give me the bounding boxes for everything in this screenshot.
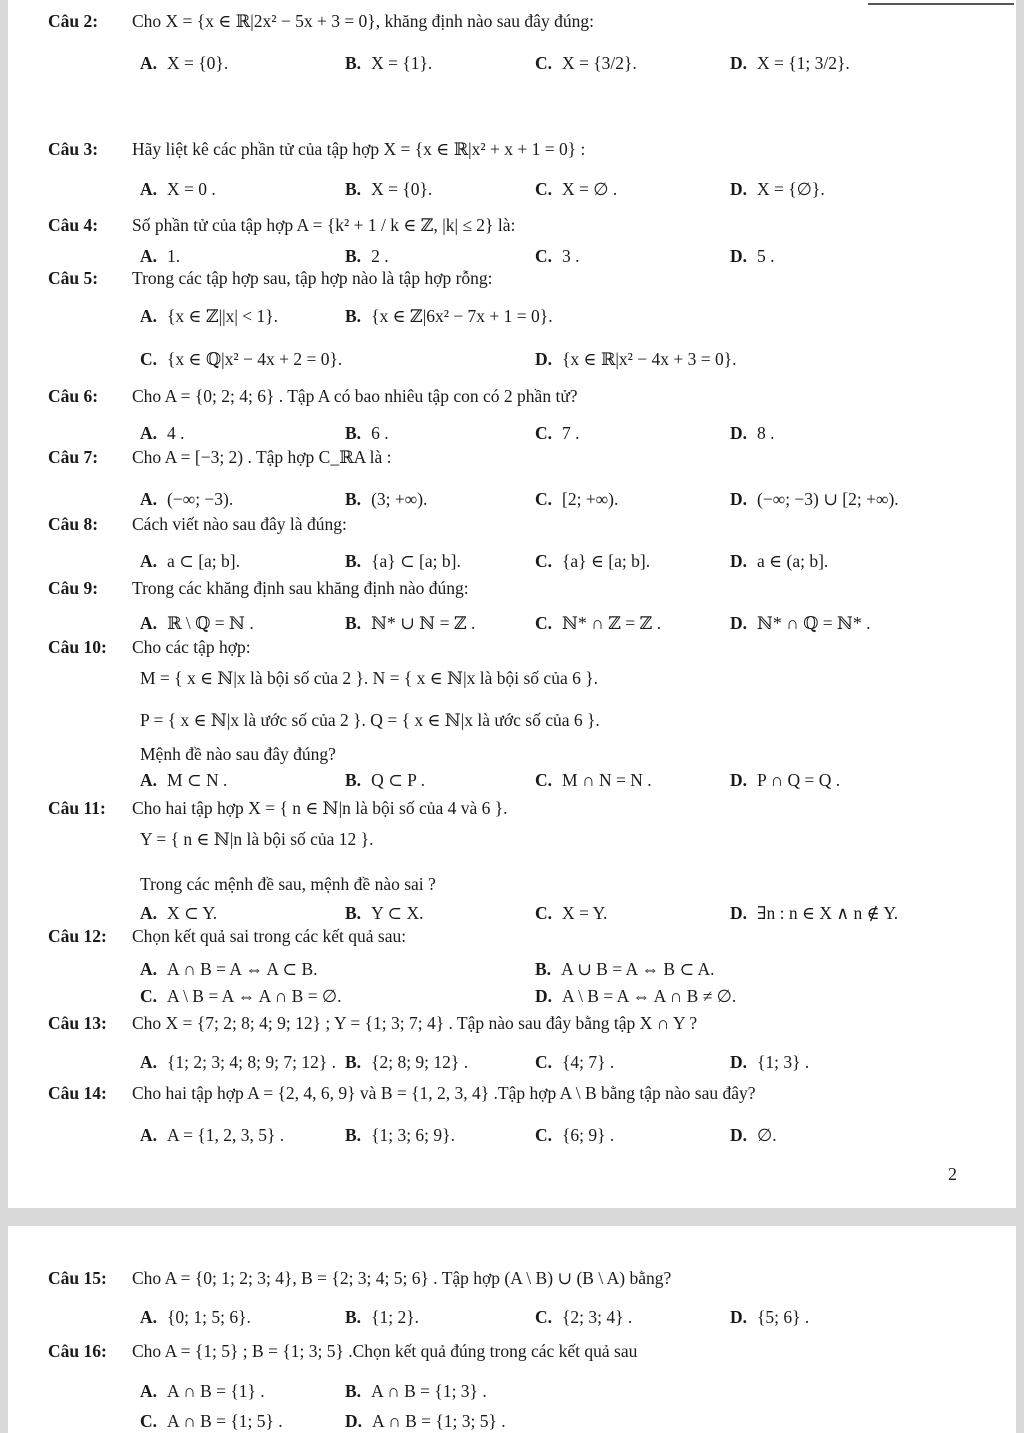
option-text: ℕ* ∪ ℕ = ℤ . — [371, 613, 476, 633]
option-label: D. — [730, 179, 748, 199]
option-label: A. — [140, 903, 158, 923]
option-text: {6; 9} . — [562, 1125, 615, 1145]
answer-option-d — [535, 348, 737, 370]
option-text: {x ∈ ℝ|x² − 4x + 3 = 0}. — [562, 349, 737, 369]
question-5 — [48, 267, 493, 289]
option-text: (3; +∞). — [371, 489, 428, 509]
question-15 — [48, 1267, 671, 1289]
answer-option-b — [345, 1380, 487, 1402]
top-rule — [868, 3, 1014, 5]
option-label: D. — [730, 551, 748, 571]
option-label: A. — [140, 53, 158, 73]
question-3 — [48, 138, 585, 160]
question-text: Số phần tử của tập hợp A = {k² + 1 / k ∈ ℤ, |k| ≤ 2} là: — [132, 215, 516, 235]
option-label: D. — [730, 1125, 748, 1145]
option-text: {x ∈ ℤ|6x² − 7x + 1 = 0}. — [371, 306, 553, 326]
option-text: {5; 6} . — [757, 1307, 810, 1327]
question-text: Cho X = {x ∈ ℝ|2x² − 5x + 3 = 0}, khăng định nào sau đây đúng: — [132, 11, 594, 31]
option-text: (−∞; −3). — [167, 489, 234, 509]
option-label: C. — [535, 613, 553, 633]
option-label: B. — [345, 903, 362, 923]
option-text: X = {0}. — [371, 179, 433, 199]
option-text: X = ∅ . — [562, 179, 618, 199]
question-14 — [48, 1082, 756, 1104]
answer-option-b — [345, 245, 389, 267]
question-text: Chọn kết quả sai trong các kết quả sau: — [132, 926, 407, 946]
option-label: B. — [345, 423, 362, 443]
option-text: ∅. — [757, 1125, 777, 1145]
answer-option-d — [730, 612, 871, 634]
option-text: ℝ \ ℚ = ℕ . — [167, 613, 254, 633]
option-label: B. — [345, 1307, 362, 1327]
answer-option-d — [730, 550, 828, 572]
option-text: {a} ⊂ [a; b]. — [371, 551, 461, 571]
option-label: A. — [140, 551, 158, 571]
answer-option-c — [140, 985, 342, 1007]
answer-option-d — [730, 488, 899, 510]
answer-option-a — [140, 422, 185, 444]
answer-option-b — [535, 958, 715, 980]
question-number: Câu 12: — [48, 926, 107, 946]
question-text: Cho hai tập hợp X = { n ∈ ℕ|n là bội số của 4 và 6 }. — [132, 798, 508, 818]
question-text: Cho X = {7; 2; 8; 4; 9; 12} ; Y = {1; 3; 7; 4} . Tập nào sau đây bằng tập X ∩ Y ? — [132, 1013, 698, 1033]
question-text: Cách viết nào sau đây là đúng: — [132, 514, 347, 534]
option-label: C. — [535, 179, 553, 199]
option-label: A. — [140, 423, 158, 443]
question-detail-line: M = { x ∈ ℕ|x là bội số của 2 }. N = { x ∈ ℕ|x là bội số của 6 }. — [140, 668, 598, 688]
answer-option-a — [140, 245, 180, 267]
option-label: C. — [535, 903, 553, 923]
option-text: A ∪ B = A ⇔ B ⊂ A. — [561, 959, 715, 979]
option-text: ℕ* ∩ ℤ = ℤ . — [562, 613, 662, 633]
option-text: 4 . — [167, 423, 185, 443]
question-number: Câu 6: — [48, 386, 99, 406]
option-text: Q ⊂ P . — [371, 770, 425, 790]
answer-option-a — [140, 902, 217, 924]
option-label: D. — [730, 246, 748, 266]
option-text: A ∩ B = {1} . — [167, 1381, 265, 1401]
question-detail-line: Y = { n ∈ ℕ|n là bội số của 12 }. — [140, 829, 374, 849]
option-label: A. — [140, 179, 158, 199]
option-label: D. — [345, 1411, 363, 1431]
option-text: {a} ∈ [a; b]. — [562, 551, 651, 571]
question-text: Trong các tập hợp sau, tập hợp nào là tập hợp rỗng: — [132, 268, 493, 288]
question-9 — [48, 577, 469, 599]
option-label: D. — [730, 1052, 748, 1072]
option-label: C. — [535, 551, 553, 571]
answer-option-a — [140, 305, 278, 327]
answer-option-c — [535, 550, 650, 572]
option-label: D. — [535, 986, 553, 1006]
answer-option-d — [730, 1124, 777, 1146]
option-label: A. — [140, 1381, 158, 1401]
option-label: B. — [345, 306, 362, 326]
answer-option-a — [140, 1124, 284, 1146]
answer-option-c — [535, 612, 661, 634]
option-text: 1. — [167, 246, 181, 266]
option-label: B. — [345, 1381, 362, 1401]
answer-option-b — [345, 902, 423, 924]
answer-option-d — [535, 985, 736, 1007]
answer-option-a — [140, 550, 240, 572]
answer-option-b — [345, 550, 461, 572]
question-number: Câu 3: — [48, 139, 99, 159]
question-text: Hãy liệt kê các phần tử của tập hợp X = {x ∈ ℝ|x² + x + 1 = 0} : — [132, 139, 586, 159]
option-label: B. — [345, 53, 362, 73]
answer-option-d — [730, 178, 825, 200]
option-text: X ⊂ Y. — [167, 903, 218, 923]
option-text: (−∞; −3) ∪ [2; +∞). — [757, 489, 899, 509]
answer-option-d — [730, 769, 840, 791]
answer-option-a — [140, 1380, 265, 1402]
answer-option-a — [140, 1051, 336, 1073]
answer-option-b — [345, 52, 432, 74]
option-label: D. — [730, 770, 748, 790]
option-label: D. — [730, 613, 748, 633]
option-label: D. — [730, 423, 748, 443]
question-16 — [48, 1340, 637, 1362]
question-10 — [48, 636, 251, 658]
option-label: D. — [730, 489, 748, 509]
option-text: X = 0 . — [167, 179, 216, 199]
answer-option-b — [345, 488, 427, 510]
option-label: A. — [140, 770, 158, 790]
answer-option-a — [140, 52, 228, 74]
question-number: Câu 4: — [48, 215, 99, 235]
question-2 — [48, 10, 594, 32]
answer-option-d — [730, 1051, 809, 1073]
option-text: {x ∈ ℤ||x| < 1}. — [167, 306, 279, 326]
question-text: Cho A = [−3; 2) . Tập hợp C_ℝA là : — [132, 447, 392, 467]
answer-option-b — [345, 178, 432, 200]
question-number: Câu 9: — [48, 578, 99, 598]
option-label: B. — [345, 770, 362, 790]
answer-option-b — [345, 422, 389, 444]
option-text: A ∩ B = {1; 3; 5} . — [372, 1411, 506, 1431]
question-13 — [48, 1012, 697, 1034]
option-text: P ∩ Q = Q . — [757, 770, 841, 790]
option-text: Y ⊂ X. — [371, 903, 424, 923]
answer-option-a — [140, 958, 318, 980]
option-text: M ∩ N = N . — [562, 770, 652, 790]
option-label: B. — [345, 613, 362, 633]
answer-option-c — [535, 1306, 632, 1328]
answer-option-c — [140, 348, 342, 370]
question-text: Cho hai tập hợp A = {2, 4, 6, 9} và B = {1, 2, 3, 4} .Tập hợp A \ B bằng tập nào sau đây? — [132, 1083, 756, 1103]
question-number: Câu 15: — [48, 1268, 107, 1288]
answer-option-d — [345, 1410, 506, 1432]
answer-option-c — [535, 1051, 614, 1073]
question-text: Cho A = {1; 5} ; B = {1; 3; 5} .Chọn kết quả đúng trong các kết quả sau — [132, 1341, 638, 1361]
answer-option-a — [140, 769, 227, 791]
question-4 — [48, 214, 515, 236]
option-text: a ∈ (a; b]. — [757, 551, 829, 571]
answer-option-c — [140, 1410, 283, 1432]
answer-option-d — [730, 52, 850, 74]
option-label: D. — [730, 903, 748, 923]
option-text: ∃n : n ∈ X ∧ n ∉ Y. — [757, 903, 899, 923]
option-text: 7 . — [562, 423, 580, 443]
option-label: A. — [140, 489, 158, 509]
option-label: B. — [345, 1052, 362, 1072]
question-12 — [48, 925, 406, 947]
option-text: X = {0}. — [167, 53, 229, 73]
option-label: C. — [535, 423, 553, 443]
option-text: {x ∈ ℚ|x² − 4x + 2 = 0}. — [167, 349, 343, 369]
question-text: Cho các tập hợp: — [132, 637, 251, 657]
question-8 — [48, 513, 347, 535]
option-label: C. — [535, 1307, 553, 1327]
question-number: Câu 10: — [48, 637, 107, 657]
option-text: 5 . — [757, 246, 775, 266]
question-detail-line: P = { x ∈ ℕ|x là ước số của 2 }. Q = { x ∈ ℕ|x là ước số của 6 }. — [140, 710, 600, 730]
answer-option-c — [535, 769, 652, 791]
option-text: A = {1, 2, 3, 5} . — [167, 1125, 285, 1145]
answer-option-a — [140, 612, 254, 634]
question-number: Câu 13: — [48, 1013, 107, 1033]
option-text: {4; 7} . — [562, 1052, 615, 1072]
option-text: {2; 3; 4} . — [562, 1307, 633, 1327]
question-text: Trong các khăng định sau khăng định nào đúng: — [132, 578, 469, 598]
option-text: [2; +∞). — [562, 489, 619, 509]
option-label: A. — [140, 613, 158, 633]
option-text: 6 . — [371, 423, 389, 443]
answer-option-c — [535, 422, 580, 444]
answer-option-c — [535, 52, 637, 74]
option-label: C. — [140, 986, 158, 1006]
question-number: Câu 5: — [48, 268, 99, 288]
option-label: C. — [535, 246, 553, 266]
question-number: Câu 11: — [48, 798, 106, 818]
answer-option-b — [345, 612, 475, 634]
option-label: A. — [140, 246, 158, 266]
option-label: B. — [535, 959, 552, 979]
option-label: C. — [535, 489, 553, 509]
option-text: {2; 8; 9; 12} . — [371, 1052, 469, 1072]
question-number: Câu 7: — [48, 447, 99, 467]
answer-option-c — [535, 245, 580, 267]
question-6 — [48, 385, 578, 407]
page-number: 2 — [948, 1164, 957, 1184]
option-label: B. — [345, 489, 362, 509]
option-text: A \ B = A ⇔ A ∩ B ≠ ∅. — [562, 986, 737, 1006]
option-label: B. — [345, 179, 362, 199]
option-label: B. — [345, 551, 362, 571]
option-text: X = Y. — [562, 903, 608, 923]
option-label: C. — [140, 349, 158, 369]
answer-option-c — [535, 488, 618, 510]
option-text: {0; 1; 5; 6}. — [167, 1307, 251, 1327]
answer-option-d — [730, 902, 898, 924]
option-text: a ⊂ [a; b]. — [167, 551, 240, 571]
option-label: C. — [535, 1052, 553, 1072]
answer-option-b — [345, 1051, 468, 1073]
answer-option-d — [730, 422, 775, 444]
answer-option-d — [730, 245, 775, 267]
answer-option-a — [140, 1306, 251, 1328]
option-label: C. — [535, 53, 553, 73]
answer-option-b — [345, 1306, 419, 1328]
option-label: A. — [140, 1125, 158, 1145]
option-label: C. — [535, 1125, 553, 1145]
option-text: 2 . — [371, 246, 389, 266]
option-text: ℕ* ∩ ℚ = ℕ* . — [757, 613, 871, 633]
question-detail-line: Trong các mệnh đề sau, mệnh đề nào sai ? — [140, 874, 436, 894]
answer-option-c — [535, 902, 607, 924]
option-label: A. — [140, 306, 158, 326]
option-text: X = {1; 3/2}. — [757, 53, 850, 73]
option-text: 8 . — [757, 423, 775, 443]
answer-option-c — [535, 1124, 614, 1146]
question-text: Cho A = {0; 1; 2; 3; 4}, B = {2; 3; 4; 5; 6} . Tập hợp (A \ B) ∪ (B \ A) bằng? — [132, 1268, 672, 1288]
option-text: {1; 3} . — [757, 1052, 810, 1072]
option-text: X = {3/2}. — [562, 53, 637, 73]
option-label: C. — [140, 1411, 158, 1431]
option-label: A. — [140, 959, 158, 979]
option-text: {1; 2}. — [371, 1307, 419, 1327]
question-number: Câu 8: — [48, 514, 99, 534]
option-text: A ∩ B = A ⇔ A ⊂ B. — [167, 959, 318, 979]
option-text: M ⊂ N . — [167, 770, 228, 790]
option-text: {1; 2; 3; 4; 8; 9; 7; 12} . — [167, 1052, 336, 1072]
answer-option-a — [140, 178, 216, 200]
question-11 — [48, 797, 508, 819]
option-text: {1; 3; 6; 9}. — [371, 1125, 455, 1145]
option-label: D. — [730, 1307, 748, 1327]
answer-option-b — [345, 305, 553, 327]
option-label: A. — [140, 1052, 158, 1072]
option-label: D. — [730, 53, 748, 73]
option-label: B. — [345, 246, 362, 266]
option-label: C. — [535, 770, 553, 790]
option-text: X = {1}. — [371, 53, 433, 73]
question-7 — [48, 446, 392, 468]
answer-option-b — [345, 769, 425, 791]
option-text: 3 . — [562, 246, 580, 266]
option-text: A ∩ B = {1; 3} . — [371, 1381, 487, 1401]
answer-option-d — [730, 1306, 809, 1328]
question-number: Câu 14: — [48, 1083, 107, 1103]
question-text: Cho A = {0; 2; 4; 6} . Tập A có bao nhiêu tập con có 2 phần tử? — [132, 386, 578, 406]
answer-option-c — [535, 178, 617, 200]
question-number: Câu 16: — [48, 1341, 107, 1361]
option-text: X = {∅}. — [757, 179, 825, 199]
option-text: A ∩ B = {1; 5} . — [167, 1411, 283, 1431]
option-label: D. — [535, 349, 553, 369]
answer-option-b — [345, 1124, 455, 1146]
question-number: Câu 2: — [48, 11, 99, 31]
option-text: A \ B = A ⇔ A ∩ B = ∅. — [167, 986, 342, 1006]
option-label: B. — [345, 1125, 362, 1145]
option-label: A. — [140, 1307, 158, 1327]
question-detail-line: Mệnh đề nào sau đây đúng? — [140, 744, 336, 764]
answer-option-a — [140, 488, 233, 510]
